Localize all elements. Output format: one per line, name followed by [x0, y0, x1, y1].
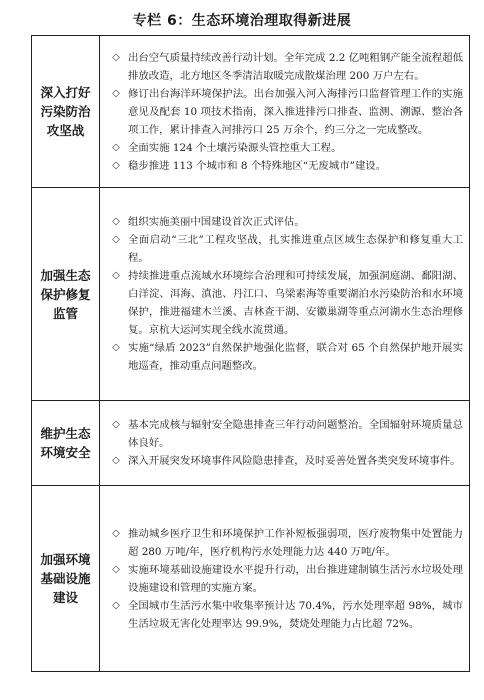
list-item — [106, 339, 463, 375]
diamond-outline-icon: ◇ — [112, 342, 120, 353]
list-item — [106, 525, 463, 561]
list-item — [106, 157, 463, 175]
section-items — [100, 188, 470, 401]
list-item — [106, 597, 463, 633]
list-item — [106, 267, 463, 339]
list-item-text: 出台空气质量持续改善行动计划。全年完成 2.2 亿吨粗钢产能全流程超低排放改造，北方地区冬季清洁取暖完成散煤治理 200 万户左右。 — [128, 51, 463, 82]
list-item-text: 全面实施 124 个土壤污染源头管控重大工程。 — [128, 141, 342, 154]
section-category: 加强环境 基础设施 建设 — [32, 486, 100, 672]
diamond-outline-icon: ◇ — [112, 419, 120, 430]
list-item — [106, 139, 463, 157]
list-item — [106, 231, 463, 267]
diamond-outline-icon: ◇ — [112, 599, 120, 611]
section-category: 维护生态 环境安全 — [32, 401, 100, 486]
section-row — [32, 401, 470, 486]
list-item — [106, 561, 463, 597]
list-item-text: 深入开展突发环境事件风险隐患排查，及时妥善处置各类突发环境事件。 — [128, 455, 461, 467]
list-item-text: 基本完成核与辐射安全隐患排查三年行动问题整治。全国辐射环境质量总体良好。 — [128, 419, 463, 449]
list-item — [106, 85, 463, 139]
diamond-outline-icon: ◇ — [112, 455, 120, 466]
section-row — [32, 486, 470, 672]
list-item-text: 全国城市生活污水集中收集率预计达 70.4%，污水处理率超 98%，城市生活垃圾无害化处理率达 99.9%，焚烧处理能力占比超 72%。 — [128, 599, 463, 630]
list-item-text: 实施“绿盾 2023”自然保护地强化监督，联合对 65 个自然保护地开展实地巡查，推动重点问题整改。 — [128, 342, 463, 372]
list-item-text: 持续推进重点流域水环境综合治理和可持续发展，加强洞庭湖、鄱阳湖、白洋淀、洱海、滇池、丹江口、乌梁素海等重要湖泊水污染防治和水环境保护，推进福建木兰溪、吉林查干湖、安徽巢湖等重点河湖水生态治理修复。京杭大运河实现全线水流贯通。 — [128, 270, 463, 336]
section-category: 深入打好 污染防治 攻坚战 — [32, 36, 100, 188]
diamond-outline-icon: ◇ — [112, 141, 120, 153]
list-item — [106, 452, 463, 470]
section-row — [32, 36, 470, 188]
diamond-outline-icon: ◇ — [112, 159, 120, 171]
diamond-outline-icon: ◇ — [112, 87, 120, 99]
diamond-outline-icon: ◇ — [112, 51, 120, 63]
diamond-outline-icon: ◇ — [112, 527, 120, 539]
list-item-text: 推动城乡医疗卫生和环境保护工作补短板强弱项，医疗废物集中处置能力超 280 万吨/年，医疗机构污水处理能力达 440 万吨/年。 — [128, 527, 463, 558]
diamond-outline-icon: ◇ — [112, 563, 120, 575]
info-box-rows — [32, 36, 470, 672]
info-box-table — [31, 35, 470, 672]
list-item-text: 全面启动“三北”工程攻坚战，扎实推进重点区域生态保护和修复重大工程。 — [128, 234, 463, 264]
list-item-text: 组织实施美丽中国建设首次正式评估。 — [128, 216, 305, 228]
section-items — [100, 401, 470, 486]
section-items — [100, 36, 470, 188]
diamond-outline-icon: ◇ — [112, 270, 120, 281]
list-item — [106, 416, 463, 452]
diamond-outline-icon: ◇ — [112, 216, 120, 227]
section-row — [32, 188, 470, 401]
diamond-outline-icon: ◇ — [112, 234, 120, 245]
list-item — [106, 49, 463, 85]
list-item-text: 修订出台海洋环境保护法。出台加强入河入海排污口监督管理工作的实施意见及配套 10 项技术指南，深入推进排污口排查、监测、溯源、整治各项工作，累计排查入河排污口 25 万余个，约三分之一完成整改。 — [128, 87, 463, 136]
list-item-text: 稳步推进 113 个城市和 8 个特殊地区“无废城市”建设。 — [128, 159, 387, 172]
list-item-text: 实施环境基础设施建设水平提升行动，出台推进建制镇生活污水垃圾处理设施建设和管理的实施方案。 — [128, 563, 463, 594]
box-title: 专栏 6：生态环境治理取得新进展 — [132, 13, 352, 29]
section-items — [100, 486, 470, 672]
list-item — [106, 213, 463, 231]
section-category: 加强生态 保护修复 监管 — [32, 188, 100, 401]
